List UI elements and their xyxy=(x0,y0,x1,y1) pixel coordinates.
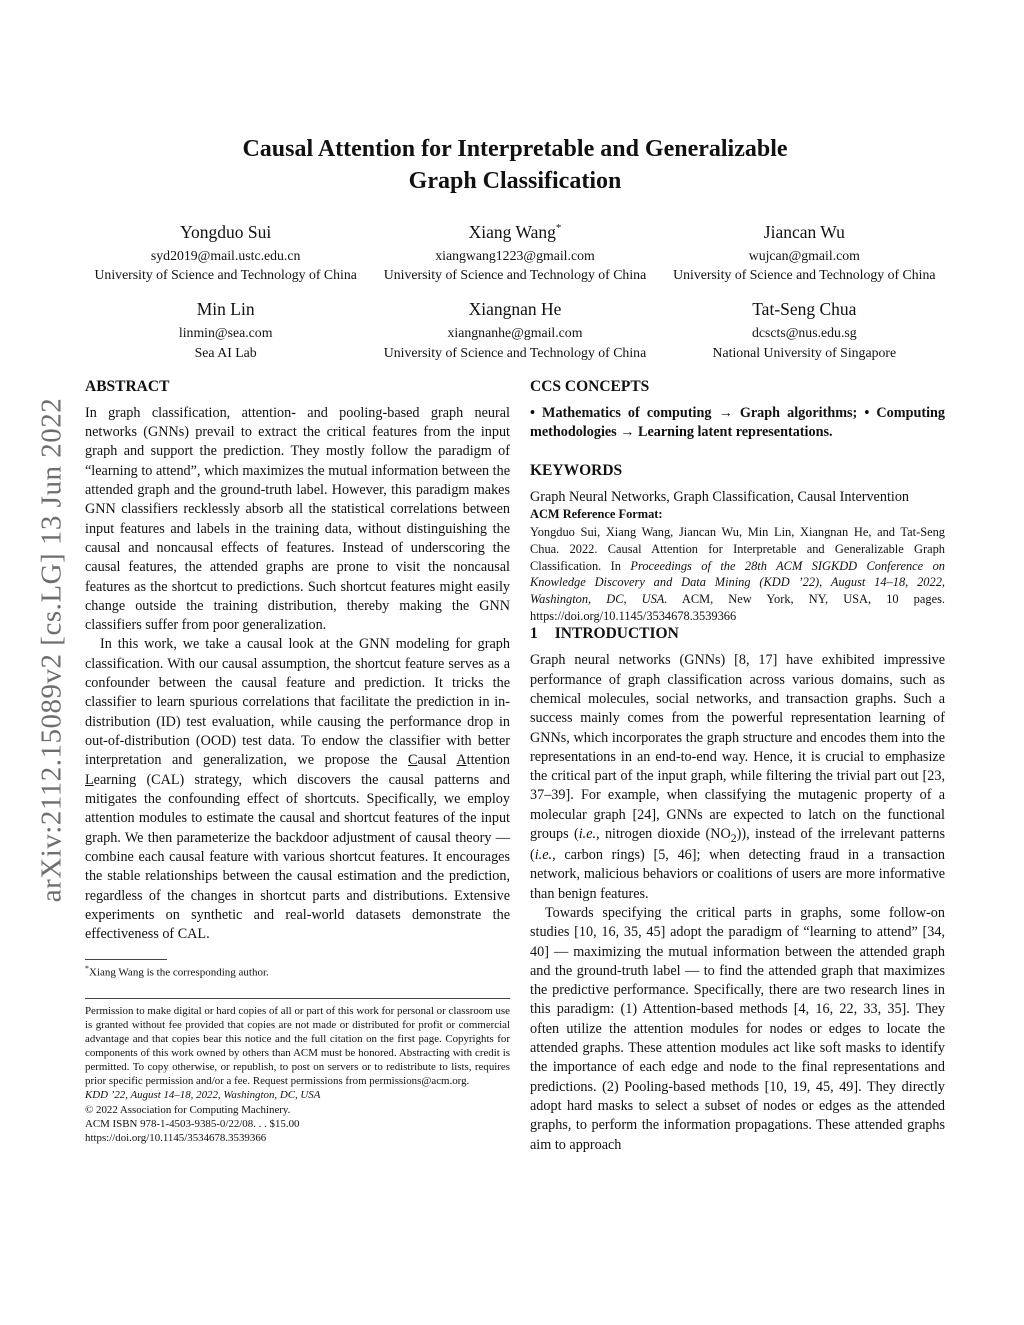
underlined-letter: C xyxy=(407,752,418,769)
no2-subscript: 2 xyxy=(730,830,737,845)
author-name-text: Min Lin xyxy=(196,298,255,319)
author-name-text: Jiancan Wu xyxy=(763,221,845,242)
author-yongduo-sui xyxy=(85,222,366,285)
footnote-asterisk: * xyxy=(85,964,89,974)
author-name xyxy=(664,299,945,320)
acm-reference-text xyxy=(530,524,945,624)
ie-italic: i.e., xyxy=(534,846,556,863)
author-affiliation: University of Science and Technology of China xyxy=(673,267,936,283)
author-email: syd2019@mail.ustc.edu.cn xyxy=(150,247,301,263)
right-column xyxy=(530,378,945,1155)
author-name-text: Xiang Wang xyxy=(468,221,556,242)
introduction-paragraph-1 xyxy=(530,651,945,904)
isbn-line: ACM ISBN 978-1-4503-9385-0/22/08. . . $15.00 xyxy=(85,1117,300,1130)
author-name xyxy=(85,222,366,243)
paper-content xyxy=(85,134,945,1155)
abstract-p2-text: ausal xyxy=(417,752,457,769)
author-name xyxy=(85,299,366,320)
author-name xyxy=(664,222,945,243)
author-block xyxy=(85,222,945,362)
underlined-letter: A xyxy=(456,752,467,769)
two-column-body xyxy=(85,378,945,1155)
author-affiliation: National University of Singapore xyxy=(712,344,897,360)
intro-p1-text: )), instead of the irrelevant patterns ( xyxy=(530,826,945,863)
corresponding-author-footnote xyxy=(85,964,510,980)
abstract-p2-text: In this work, we take a causal look at the GNN modeling for graph classification. With our causal assumption, the shortcut feature serves as a confounder between the causal feature and prediction. It tricks the classifier to learn spurious correlations that facilitate the prediction in in-distribution (ID) test evaluation, while causing the performance drop in out-of-distribution (OOD) test data. To endow the classifier with better interpretation and generalization, we propose the xyxy=(85,636,510,769)
intro-p1-text: carbon rings) [5, 46]; when detecting fraud in a transaction network, malicious behaviors or coalitions of users are more informative than benign features. xyxy=(530,846,945,902)
ccs-concepts-text: • Mathematics of computing → Graph algorithms; • Computing methodologies → Learning latent representations. xyxy=(530,404,945,441)
abstract-paragraph-1: In graph classification, attention- and pooling-based graph neural networks (GNNs) prevail to extract the critical features from the input graph and support the prediction. They mostly follow the paradigm of “learning to attend”, which maximizes the mutual information between the attended graph and the ground-truth label. However, this paradigm makes GNN classifiers recklessly absorb all the statistical correlations between input features and labels in the training data, without distinguishing the causal and noncausal effects of features. Instead of underscoring the causal features, the attended graphs are prone to visit the noncausal features as the shortcut to predictions. Such shortcut features might easily change outside the training distribution, thereby making the GNN classifiers suffer from poor generalization. xyxy=(85,404,510,634)
reference-text: Yongduo Sui, Xiang Wang, Jiancan Wu, Min Lin, Xiangnan He, and Tat-Seng Chua. 2022. Causal Attention for Interpretable and Generalizable Graph Classification. In xyxy=(530,525,945,573)
author-affiliation: University of Science and Technology of China xyxy=(383,267,647,283)
author-min-lin xyxy=(85,299,366,362)
author-email: dcscts@nus.edu.sg xyxy=(751,324,857,340)
section-number: 1 xyxy=(530,624,538,642)
author-name-text: Tat-Seng Chua xyxy=(752,298,857,319)
copyright-line: © 2022 Association for Computing Machinery. xyxy=(85,1103,291,1116)
abstract-heading: ABSTRACT xyxy=(85,378,170,396)
author-name xyxy=(374,222,655,243)
keywords-heading: KEYWORDS xyxy=(530,462,623,480)
author-affiliation: University of Science and Technology of China xyxy=(383,344,647,360)
left-column xyxy=(85,378,510,1155)
permission-statement: Permission to make digital or hard copies of all or part of this work for personal or classroom use is granted without fee provided that copies are not made or distributed for profit or commercial advantage and that copies bear this notice and the full citation on the first page. Copyrights for components of this work owned by others than ACM must be honored. Abstracting with credit is permitted. To copy otherwise, or republish, to post on servers or to redistribute to lists, requires prior specific permission and/or a fee. Request permissions from permissions@acm.org. xyxy=(85,1005,510,1087)
intro-p1-text: Graph neural networks (GNNs) [8, 17] have exhibited impressive performance of graph classification across various domains, such as chemical molecules, social networks, and transaction graphs. Such a success mainly comes from the powerful representation learning of GNNs, which incorporates the graph structure and encodes them into the representations in an end-to-end way. Hence, it is crucial to emphasize the critical part of the input graph, while filtering the trivial part out [23, 37–39]. For example, when classifying the mutagenic property of a molecular graph [24], GNNs are expected to latch on the functional groups ( xyxy=(530,652,945,843)
footnote-text: Xiang Wang is the corresponding author. xyxy=(89,967,269,980)
arxiv-watermark: arXiv:2112.15089v2 [cs.LG] 13 Jun 2022 xyxy=(35,397,68,903)
abstract-p2-text: ttention xyxy=(466,752,510,769)
author-affiliation: Sea AI Lab xyxy=(194,344,257,360)
author-email: xiangnanhe@gmail.com xyxy=(447,324,583,340)
author-email: xiangwang1223@gmail.com xyxy=(435,247,595,263)
author-name-text: Yongduo Sui xyxy=(180,221,272,242)
abstract-p2-text: earning (CAL) strategy, which discovers the causal patterns and mitigates the confounding effect of shortcuts. Specifically, we employ attention modules to estimate the causal and shortcut features of the input graph. We then parameterize the backdoor adjustment of causal theory — combine each causal feature with various shortcut features. It encourages the stable relationships between the causal estimation and the prediction, regardless of the changes in shortcut parts and distributions. Extensive experiments on synthetic and real-world datasets demonstrate the effectiveness of CAL. xyxy=(85,771,510,943)
underlined-letter: L xyxy=(85,771,94,788)
paper-title xyxy=(85,134,945,198)
ccs-heading: CCS CONCEPTS xyxy=(530,378,650,396)
author-xiangnan-he xyxy=(374,299,655,362)
paper-title-line1: Causal Attention for Interpretable and Generalizable xyxy=(242,136,788,162)
author-email: linmin@sea.com xyxy=(178,324,273,340)
author-sup: * xyxy=(555,221,562,234)
author-jiancan-wu xyxy=(664,222,945,285)
author-email: wujcan@gmail.com xyxy=(748,247,860,263)
permission-divider xyxy=(85,998,510,999)
reference-text: ACM, New York, NY, USA, 10 pages. https://doi.org/10.1145/3534678.3539366 xyxy=(530,592,945,623)
paper-title-line2: Graph Classification xyxy=(408,167,622,194)
keywords-text: Graph Neural Networks, Graph Classification, Causal Intervention xyxy=(530,488,910,505)
abstract-paragraph-2 xyxy=(85,635,510,944)
author-name-text: Xiangnan He xyxy=(468,298,562,319)
intro-p1-text: nitrogen dioxide (NO xyxy=(599,826,731,843)
author-tat-seng-chua xyxy=(664,299,945,362)
introduction-heading xyxy=(530,625,945,644)
introduction-paragraph-2: Towards specifying the critical parts in graphs, some follow-on studies [10, 16, 35, 45] adopt the paradigm of “learning to attend” [34, 40] — maximizing the mutual information between the attended graph and the ground-truth label — to find the attended graph that maximizes the predictive performance. Specifically, there are two research lines in this paradigm: (1) Attention-based methods [4, 16, 22, 33, 35]. They often utilize the attention modules for nodes or edges to locate the attended graphs. These attention modules act like soft masks to identify the importance of each edge and node to the final representations and predictions. (2) Pooling-based methods [10, 19, 45, 49]. They directly adopt hard masks to select a subset of nodes or edges as the attended graphs, to perform the information propagations. These attended graphs aim to approach xyxy=(530,904,945,1153)
footnote-rule xyxy=(85,959,167,960)
acm-reference-label: ACM Reference Format: xyxy=(530,507,663,522)
footnote-zone xyxy=(85,959,510,980)
author-name xyxy=(374,299,655,320)
conference-line: KDD ’22, August 14–18, 2022, Washington, DC, USA xyxy=(85,1089,321,1102)
reference-proceedings-italic: Proceedings of the 28th ACM SIGKDD Conference on Knowledge Discovery and Data Mining (KDD ’22), August 14–18, 2022, Washington, DC, USA. xyxy=(530,558,945,607)
section-title: INTRODUCTION xyxy=(554,624,679,642)
author-affiliation: University of Science and Technology of China xyxy=(94,267,357,283)
ie-italic: i.e., xyxy=(578,826,600,843)
doi-line: https://doi.org/10.1145/3534678.3539366 xyxy=(85,1132,267,1144)
author-xiang-wang xyxy=(374,222,655,285)
